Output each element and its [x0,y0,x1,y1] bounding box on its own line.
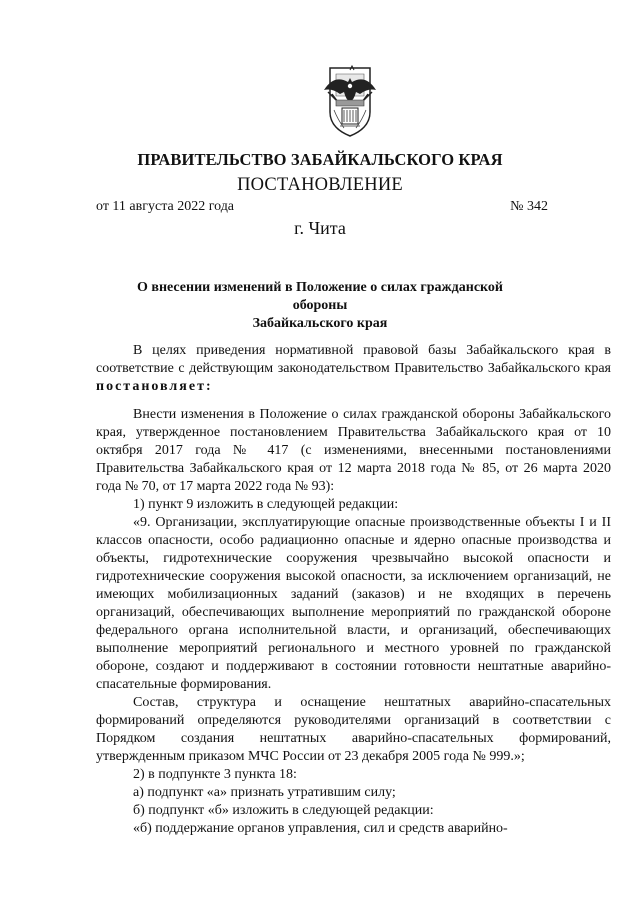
document-body [96,342,611,838]
body-paragraph-preamble [96,342,611,396]
body-paragraph: 2) в подпункте 3 пункта 18: [133,767,297,782]
document-title-line-2: Забайкальского края [252,316,388,331]
resolves-keyword: постановляет: [96,379,213,394]
body-paragraph: Состав, структура и оснащение нештатных аварийно-спасательных формирований определяются руководителями организаций в соответствии с Порядком создания нештатных аварийно-спасательных формирований, утвержденным приказом МЧС России от 23 декабря 2005 года № 999.»; [96,695,611,764]
document-number: № 342 [510,199,548,214]
body-paragraph: Внести изменения в Положение о силах гражданской обороны Забайкальского края, утвержденное постановлением Правительства Забайкальского края от 10 октября 2017 года № 417 (с изменениями, внесенными постановлениями Правительства Забайкальского края от 12 марта 2018 года № 85, от 26 марта 2020 года № 70, от 17 марта 2022 года № 93): [96,407,611,494]
government-title: ПРАВИТЕЛЬСТВО ЗАБАЙКАЛЬСКОГО КРАЯ [137,150,503,169]
preamble-text: В целях приведения нормативной правовой базы Забайкальского края в соответствие с действующим законодательством Правительство Забайкальского края [96,343,611,376]
body-paragraph: 1) пункт 9 изложить в следующей редакции: [133,497,399,512]
body-paragraph: «9. Организации, эксплуатирующие опасные производственные объекты I и II классов опасности, особо радиационно опасные и ядерно опасные производства и объекты, гидротехнические сооружения чрезвычайно высокой опасности и гидротехнические сооружения высокой опасности, за исключением организаций, не имеющих мобилизационных заданий (заказов) и не входящих в перечень организаций, обеспечивающих выполнение мероприятий по гражданской обороне федерального органа исполнительной власти, и организаций, обеспечивающих выполнение мероприятий регионального и местного уровней по гражданской обороне, создают и поддерживают в состоянии готовности нештатные аварийно-спасательные формирования. [96,515,611,692]
document-title-line-1: О внесении изменений в Положение о силах гражданской обороны [137,280,503,313]
body-paragraph: «б) поддержание органов управления, сил и средств аварийно- [133,821,508,836]
document-title [110,279,530,333]
document-date: от 11 августа 2022 года [96,199,235,214]
city-name: г. Чита [294,218,346,238]
body-paragraph: б) подпункт «б» изложить в следующей редакции: [133,803,434,818]
coat-of-arms-emblem [316,60,384,140]
document-type: ПОСТАНОВЛЕНИЕ [237,175,403,195]
body-paragraph: а) подпункт «а» признать утратившим силу; [133,785,396,800]
